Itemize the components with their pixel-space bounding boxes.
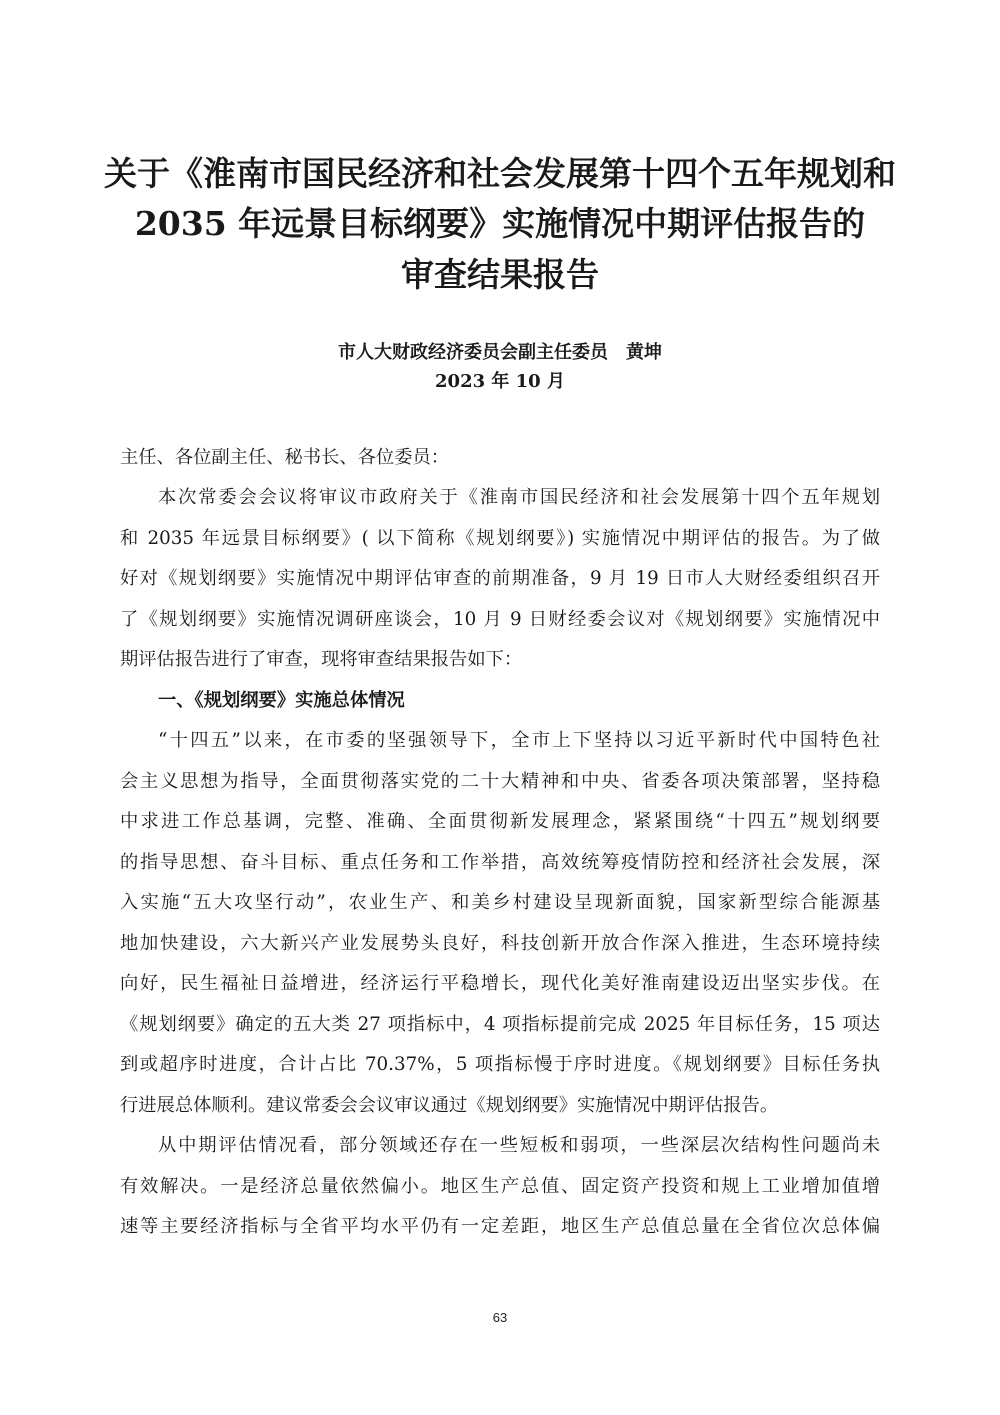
- section-1-heading: 一、《规划纲要》实施总体情况: [158, 690, 405, 711]
- paragraph-2-line: 向好，民生福祉日益增进，经济运行平稳增长，现代化美好淮南建设迈出坚实步伐。在: [120, 973, 880, 994]
- paragraph-3-line: 从中期评估情况看，部分领域还存在一些短板和弱项，一些深层次结构性问题尚未: [158, 1135, 880, 1156]
- paragraph-2-line: 入实施“五大攻坚行动”，农业生产、和美乡村建设呈现新面貌，国家新型综合能源基: [120, 892, 880, 913]
- paragraph-1-line: 和 2035 年远景目标纲要》( 以下简称《规划纲要》) 实施情况中期评估的报告。为了做: [120, 528, 880, 549]
- paragraph-2-line: 会主义思想为指导，全面贯彻落实党的二十大精神和中央、省委各项决策部署，坚持稳: [120, 771, 880, 792]
- salutation: 主任、各位副主任、秘书长、各位委员：: [120, 447, 450, 468]
- paragraph-2-line: 《规划纲要》确定的五大类 27 项指标中，4 项指标提前完成 2025 年目标任务，15 项达: [120, 1014, 880, 1035]
- paragraph-3-line: 速等主要经济指标与全省平均水平仍有一定差距，地区生产总值总量在全省位次总体偏: [120, 1216, 880, 1237]
- paragraph-2-line: 中求进工作总基调，完整、准确、全面贯彻新发展理念，紧紧围绕“十四五”规划纲要: [120, 811, 880, 832]
- page-number: 63: [492, 1310, 508, 1325]
- paragraph-2-line: 行进展总体顺利。建议常委会会议审议通过《规划纲要》实施情况中期评估报告。: [120, 1095, 779, 1116]
- paragraph-1-line: 好对《规划纲要》实施情况中期评估审查的前期准备，9 月 19 日市人大财经委组织召开: [120, 568, 880, 589]
- title-line-3: 审查结果报告: [401, 255, 599, 294]
- date-line: 2023 年 10 月: [435, 371, 565, 392]
- title-line-2: 2035 年远景目标纲要》实施情况中期评估报告的: [134, 204, 866, 243]
- paragraph-3-line: 有效解决。一是经济总量依然偏小。地区生产总值、固定资产投资和规上工业增加值增: [120, 1176, 880, 1197]
- paragraph-1-line: 本次常委会会议将审议市政府关于《淮南市国民经济和社会发展第十四个五年规划: [158, 487, 880, 508]
- paragraph-2-line: 的指导思想、奋斗目标、重点任务和工作举措，高效统筹疫情防控和经济社会发展，深: [120, 852, 880, 873]
- paragraph-2-line: 到或超序时进度，合计占比 70.37%，5 项指标慢于序时进度。《规划纲要》目标任务执: [120, 1054, 880, 1075]
- paragraph-1-line: 了《规划纲要》实施情况调研座谈会，10 月 9 日财经委会议对《规划纲要》实施情况中: [120, 609, 880, 630]
- paragraph-2-line: 地加快建设，六大新兴产业发展势头良好，科技创新开放合作深入推进，生态环境持续: [120, 933, 880, 954]
- author-line: 市人大财政经济委员会副主任委员 黄坤: [338, 342, 662, 363]
- paragraph-2-line: “十四五”以来，在市委的坚强领导下，全市上下坚持以习近平新时代中国特色社: [158, 730, 880, 751]
- paragraph-1-line: 期评估报告进行了审查，现将审查结果报告如下：: [120, 649, 523, 670]
- title-line-1: 关于《淮南市国民经济和社会发展第十四个五年规划和: [104, 154, 896, 193]
